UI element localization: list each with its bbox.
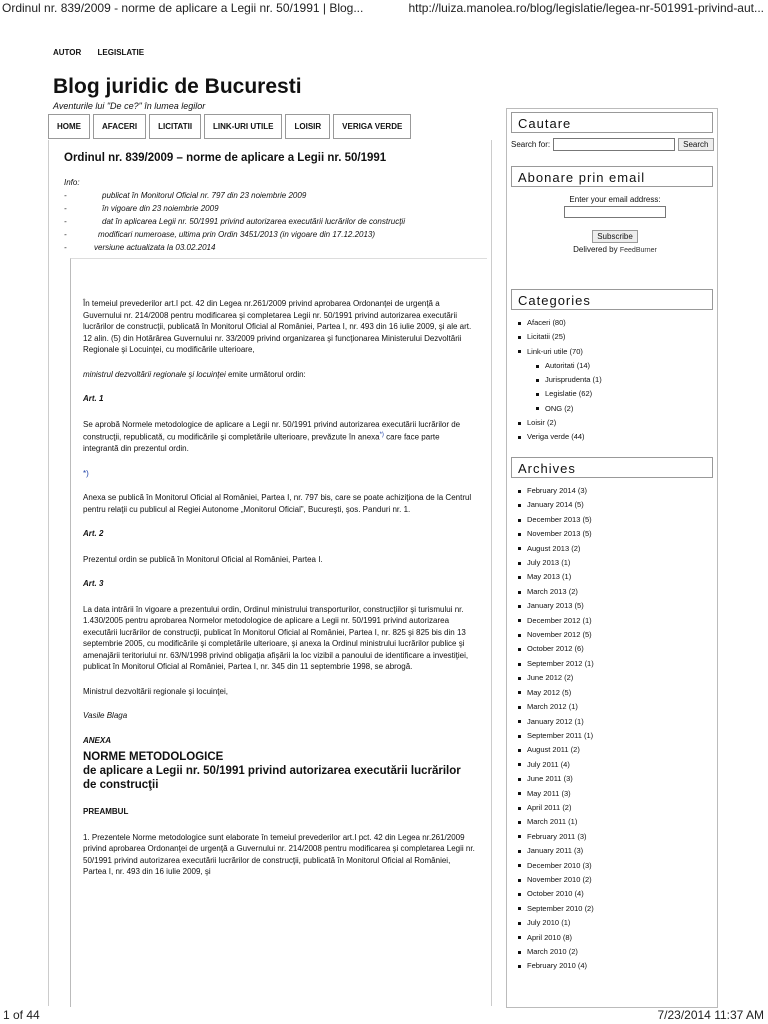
archive-item-count: (2)	[570, 745, 580, 755]
menu-afaceri[interactable]: AFACERI	[93, 114, 146, 139]
archive-item-label[interactable]: July 2013	[527, 558, 560, 568]
body-paragraph: 1. Prezentele Norme metodologice sunt elaborate în temeiul prevederilor art.I pct. 42 din Legea nr.261/2009 privind aprobarea Ordonanţei de urgenţă a Guvernului nr. 214/2008 pentru modificarea şi completarea Legii nr. 50/1991 privind autorizarea executării lucrărilor de construcţii, publicată în Monitorul Oficial al României, Partea I, nr. 493 din 16 iulie 2009, şi	[83, 832, 475, 877]
archive-item-count: (2)	[562, 802, 572, 812]
bullet-icon	[518, 951, 521, 954]
main-menu	[48, 114, 414, 139]
info-item: - în vigoare din 23 noiembrie 2009	[64, 204, 219, 213]
category-item[interactable]	[536, 402, 602, 416]
info-item: - publicat în Monitorul Oficial nr. 797 din 23 noiembrie 2009	[64, 191, 307, 200]
archive-item-label[interactable]: December 2013	[527, 514, 581, 524]
bullet-icon	[518, 619, 521, 622]
bullet-icon	[518, 778, 521, 781]
archive-item[interactable]	[518, 542, 594, 556]
category-item-count: (80)	[552, 318, 566, 327]
bullet-icon	[518, 965, 521, 968]
category-item[interactable]	[536, 359, 602, 373]
top-nav-autor[interactable]: AUTOR	[53, 48, 82, 57]
bullet-icon	[518, 634, 521, 637]
print-footer	[0, 1006, 768, 1024]
archive-item[interactable]	[518, 556, 594, 570]
bullet-icon	[536, 365, 539, 368]
archive-item-label[interactable]: May 2012	[527, 687, 560, 697]
bullet-icon	[518, 763, 521, 766]
archive-item[interactable]	[518, 801, 594, 815]
archive-item-label[interactable]: January 2011	[527, 846, 572, 856]
archive-item[interactable]	[518, 628, 594, 642]
archive-item[interactable]	[518, 484, 594, 498]
menu-link-uri-utile[interactable]: LINK-URI UTILE	[204, 114, 282, 139]
feedburner-link[interactable]: FeedBurner	[619, 247, 657, 254]
archive-item-label[interactable]: June 2011	[527, 774, 562, 784]
bullet-icon	[518, 591, 521, 594]
category-item-label[interactable]: Jurisprudenta	[545, 375, 591, 385]
bullet-icon	[518, 436, 521, 439]
bullet-icon	[518, 821, 521, 824]
bullet-icon	[518, 850, 521, 853]
archive-item-label[interactable]: February 2010	[527, 961, 576, 971]
bullet-icon	[536, 407, 539, 410]
category-item[interactable]	[518, 430, 602, 444]
archive-item-count: (3)	[574, 846, 584, 856]
bullet-icon	[518, 336, 521, 339]
archive-item-label[interactable]: March 2013	[527, 586, 567, 596]
archive-item-label[interactable]: October 2010	[527, 889, 573, 899]
archive-item-label[interactable]: May 2011	[527, 788, 560, 798]
search-input[interactable]	[553, 138, 675, 151]
archive-item-count: (6)	[574, 644, 584, 654]
archive-item-label[interactable]: January 2012	[527, 716, 573, 726]
body-paragraph: Se aprobă Normele metodologice de aplicare a Legii nr. 50/1991 privind autorizarea executării lucrărilor de construcţii, republicată, cu modificările şi completările ulterioare, prevăzute în anexa*) care face parte integrantă din prezentul ordin.	[83, 419, 461, 454]
bullet-icon	[518, 677, 521, 680]
archive-item-count: (1)	[584, 658, 594, 668]
archive-item-label[interactable]: November 2012	[527, 630, 581, 640]
bullet-icon	[518, 422, 521, 425]
search-widget-title: Cautare	[511, 112, 713, 133]
archive-item-count: (2)	[568, 586, 578, 596]
category-item-count: (2)	[547, 418, 557, 428]
archive-item[interactable]	[518, 844, 594, 858]
info-item: - modificari numeroase, ultima prin Ordin 3451/2013 (in vigoare din 17.12.2013)	[64, 230, 376, 239]
archive-item[interactable]	[518, 902, 594, 916]
post-title[interactable]: Ordinul nr. 839/2009 – norme de aplicare a Legii nr. 50/1991	[64, 152, 387, 164]
bullet-icon	[518, 922, 521, 925]
archive-item[interactable]	[518, 686, 594, 700]
category-item[interactable]	[518, 416, 602, 430]
archive-item-label[interactable]: March 2011	[527, 817, 567, 827]
bullet-icon	[518, 663, 521, 666]
category-item-label[interactable]: Link-uri utile	[527, 346, 568, 356]
archive-item-label[interactable]: February 2014	[527, 486, 576, 495]
archive-item[interactable]	[518, 916, 594, 930]
bullet-icon	[518, 893, 521, 896]
archive-item-count: (8)	[562, 932, 573, 942]
archive-item-count: (3)	[577, 486, 588, 495]
archive-item-label[interactable]: November 2010	[527, 874, 581, 884]
footnote-marker: *)	[379, 432, 384, 438]
print-header	[0, 0, 768, 18]
archive-item-count: (2)	[568, 947, 578, 956]
archive-item[interactable]	[518, 614, 594, 628]
archive-item[interactable]	[518, 887, 594, 901]
archive-item[interactable]	[518, 585, 594, 599]
archive-item-count: (1)	[561, 558, 571, 568]
body-paragraph: Anexa se publică în Monitorul Oficial al României, Partea I, nr. 797 bis, care se poate achiziţiona de la Centrul pentru relaţii cu publicul al Regiei Autonome „Monitorul Oficial”, Bucureşti, şos. Panduri nr. 1.	[83, 493, 472, 514]
archive-item[interactable]	[518, 729, 594, 743]
archive-item[interactable]	[518, 513, 594, 527]
bullet-icon	[518, 533, 521, 536]
annex-title: NORME METODOLOGICE	[83, 751, 224, 764]
archive-item[interactable]	[518, 787, 594, 801]
search-form	[511, 138, 714, 151]
archive-item-label[interactable]: October 2012	[527, 644, 573, 654]
bullet-icon	[518, 490, 521, 493]
archive-item-count: (5)	[574, 601, 584, 611]
blog-title[interactable]: Blog juridic de Bucuresti	[53, 75, 302, 98]
archive-item-count: (5)	[562, 687, 572, 697]
archive-item-count: (1)	[568, 817, 578, 827]
archive-item[interactable]	[518, 570, 594, 584]
archive-item-label[interactable]: January 2013	[527, 601, 573, 611]
article-heading: Art. 3	[83, 579, 104, 589]
info-label: Info:	[64, 178, 80, 187]
archive-item[interactable]	[518, 931, 594, 945]
signatory: Vasile Blaga	[83, 711, 128, 721]
footnote-link[interactable]: *)	[83, 468, 89, 478]
bullet-icon	[518, 547, 521, 550]
print-datetime: 7/23/2014 11:37 AM	[657, 1008, 764, 1022]
body-paragraph: ministrul dezvoltării regionale şi locuinţei emite următorul ordin:	[83, 369, 306, 379]
archive-item[interactable]	[518, 815, 594, 829]
body-paragraph: Ministrul dezvoltării regionale şi locuinţei,	[83, 686, 228, 696]
archive-item-label[interactable]: March 2012	[527, 702, 567, 712]
bullet-icon	[518, 350, 521, 353]
archive-item[interactable]	[518, 772, 594, 786]
bullet-icon	[518, 936, 521, 939]
archive-item[interactable]	[518, 715, 594, 729]
archives-widget-title: Archives	[511, 457, 713, 478]
archive-item-count: (5)	[582, 529, 592, 539]
bullet-icon	[518, 706, 521, 709]
category-item-label[interactable]: ONG	[545, 403, 563, 413]
archive-item-count: (2)	[582, 874, 592, 884]
bullet-icon	[518, 648, 521, 651]
archive-item-count: (1)	[561, 918, 571, 928]
bullet-icon	[518, 720, 521, 723]
menu-licitatii[interactable]: LICITATII	[149, 114, 201, 139]
bullet-icon	[518, 749, 521, 752]
category-item-label[interactable]: Loisir	[527, 418, 545, 428]
archive-item-count: (1)	[582, 615, 592, 625]
bullet-icon	[518, 835, 521, 838]
search-button[interactable]: Search	[678, 138, 713, 151]
category-item-count: (25)	[552, 332, 566, 342]
archive-item-label[interactable]: April 2010	[527, 932, 561, 942]
email-label: Enter your email address:	[569, 195, 661, 204]
archive-item-label[interactable]: July 2011	[527, 759, 559, 769]
bullet-icon	[518, 907, 521, 910]
archive-item[interactable]	[518, 959, 594, 973]
blog-tagline: Aventurile lui "De ce?" în lumea legilor	[53, 101, 206, 111]
email-widget-title: Abonare prin email	[511, 166, 713, 187]
archive-item-label[interactable]: April 2011	[527, 802, 561, 812]
category-item[interactable]	[536, 387, 602, 401]
category-item-label[interactable]: Autoritati	[545, 360, 575, 370]
annex-subtitle: de aplicare a Legii nr. 50/1991 privind autorizarea executării lucrărilor de construcţii	[83, 765, 461, 792]
archive-item-label[interactable]: December 2012	[527, 615, 581, 625]
post-info	[64, 176, 405, 254]
bullet-icon	[518, 322, 521, 325]
search-label: Search for:	[511, 140, 551, 149]
article-heading: Art. 1	[83, 394, 104, 403]
archive-item[interactable]	[518, 830, 594, 844]
category-item-count: (44)	[571, 432, 585, 442]
print-page-number: 1 of 44	[3, 1008, 40, 1022]
bullet-icon	[518, 504, 521, 507]
print-page-title: Ordinul nr. 839/2009 - norme de aplicare a Legii nr. 50/1991 | Blog...	[2, 1, 364, 15]
archive-item-count: (5)	[582, 514, 592, 524]
menu-loisir[interactable]: LOISIR	[285, 114, 330, 139]
bullet-icon	[536, 393, 539, 396]
archive-item[interactable]	[518, 859, 594, 873]
email-subscribe-form	[560, 195, 670, 254]
menu-home[interactable]: HOME	[48, 114, 90, 139]
bullet-icon	[518, 879, 521, 882]
archive-item-label[interactable]: June 2012	[527, 673, 563, 683]
print-page-url: http://luiza.manolea.ro/blog/legislatie/legea-nr-501991-privind-aut...	[408, 1, 764, 15]
archive-item[interactable]	[518, 700, 594, 714]
archive-item-count: (2)	[571, 543, 581, 553]
archive-item-label[interactable]: July 2010	[527, 918, 560, 928]
category-item-label[interactable]: Licitatii	[527, 332, 550, 342]
archive-item[interactable]	[518, 758, 594, 772]
bullet-icon	[518, 735, 521, 738]
archive-item-count: (3)	[582, 860, 592, 870]
info-item: - versiune actualizata la 03.02.2014	[64, 243, 216, 252]
archive-item-label[interactable]: March 2010	[527, 947, 567, 956]
archive-item-label[interactable]: December 2010	[527, 860, 581, 870]
preamble-heading: PREAMBUL	[83, 807, 129, 817]
archive-item-count: (4)	[574, 889, 584, 899]
bullet-icon	[518, 792, 521, 795]
top-nav	[53, 48, 158, 57]
delivered-by: Delivered by FeedBurner	[573, 245, 657, 254]
archive-item-count: (4)	[560, 759, 570, 769]
bullet-icon	[518, 691, 521, 694]
archive-item-label[interactable]: January 2014	[527, 500, 573, 510]
archive-item-label[interactable]: September 2011	[527, 730, 582, 740]
archive-item-count: (3)	[561, 788, 571, 798]
categories-widget-title: Categories	[511, 289, 713, 310]
bullet-icon	[518, 519, 521, 522]
bullet-icon	[518, 864, 521, 867]
category-item[interactable]	[518, 330, 602, 344]
categories-list	[518, 316, 602, 445]
bullet-icon	[536, 379, 539, 382]
archive-item-count: (1)	[568, 702, 578, 712]
annex-label: ANEXA	[83, 735, 112, 745]
archive-item-count: (4)	[577, 961, 588, 971]
email-input[interactable]	[564, 206, 666, 218]
archive-item[interactable]	[518, 498, 594, 512]
archive-item-count: (1)	[574, 716, 584, 726]
category-item-label[interactable]: Afaceri	[527, 318, 551, 327]
archive-item-label[interactable]: September 2010	[527, 903, 583, 913]
bullet-icon	[518, 562, 521, 565]
info-item: - dat în aplicarea Legii nr. 50/1991 privind autorizarea executării lucrărilor de construcţii	[64, 217, 405, 226]
body-paragraph: La data intrării în vigoare a prezentului ordin, Ordinul ministrului transporturilor, construcţiilor şi turismului nr. 1.430/2005 pentru aprobarea Normelor metodologice de aplicare a Legii nr. 50/1991 privind autorizarea executării lucrărilor de construcţii, publicat în Monitorul Oficial al României, Partea I, nr. 825 şi 825 bis din 13 septembrie 2005, cu modificările şi completările ulterioare, şi anexa la Ordinul ministrului lucrărilor publice şi amenajării teritoriului nr. 63/N/1998 privind obligaţia afişării la loc vizibil a panoului de identificare a investiţiei, publicat în Monitorul Oficial al României, Partea I, nr. 345 din 11 septembrie 1998, se abrogă.	[83, 604, 469, 672]
bullet-icon	[518, 807, 521, 810]
subscribe-button[interactable]: Subscribe	[592, 230, 638, 243]
category-item-label[interactable]: Legislatie	[545, 389, 577, 399]
archive-item-label[interactable]: November 2013	[527, 529, 581, 539]
category-item-label[interactable]: Veriga verde	[527, 432, 570, 442]
archive-item[interactable]	[518, 527, 594, 541]
archive-item-count: (2)	[584, 903, 594, 913]
archive-item-count: (5)	[582, 630, 592, 640]
archive-item-label[interactable]: February 2011	[527, 831, 576, 841]
category-item[interactable]	[518, 316, 602, 330]
archive-item-count: (3)	[563, 774, 573, 784]
archive-item[interactable]	[518, 671, 594, 685]
archive-item-count: (2)	[564, 673, 574, 683]
archive-item-label[interactable]: August 2013	[527, 543, 570, 553]
category-item-count: (1)	[592, 375, 602, 385]
post-body	[83, 298, 475, 891]
category-item[interactable]	[536, 373, 602, 387]
category-item-count: (62)	[578, 389, 593, 399]
archives-list	[518, 484, 594, 974]
bullet-icon	[518, 576, 521, 579]
body-paragraph: Prezentul ordin se publică în Monitorul Oficial al României, Partea I.	[83, 554, 323, 564]
menu-veriga-verde[interactable]: VERIGA VERDE	[333, 114, 411, 139]
archive-item-label[interactable]: August 2011	[527, 745, 569, 755]
category-item[interactable]	[518, 345, 602, 359]
archive-item-count: (3)	[577, 831, 587, 841]
archive-item[interactable]	[518, 657, 594, 671]
archive-item[interactable]	[518, 873, 594, 887]
archive-item-label[interactable]: May 2013	[527, 572, 560, 582]
archive-item[interactable]	[518, 743, 594, 757]
category-item-count: (70)	[569, 346, 583, 356]
archive-item[interactable]	[518, 945, 594, 959]
archive-item-count: (1)	[584, 730, 594, 740]
category-item-count: (2)	[564, 403, 574, 413]
article-heading: Art. 2	[83, 529, 104, 539]
archive-item-label[interactable]: September 2012	[527, 658, 583, 668]
bullet-icon	[518, 605, 521, 608]
archive-item[interactable]	[518, 642, 594, 656]
body-paragraph: În temeiul prevederilor art.I pct. 42 din Legea nr.261/2009 privind aprobarea Ordonanţei de urgenţă a Guvernului nr. 214/2008 pentru modificarea şi completarea Legii nr. 50/1991 privind autorizarea executării lucrărilor de construcţii, publicată în Monitorul Oficial al României, Partea I, nr. 493 din 16 iulie 2009, şi ale art. 12 alin. (5) din Hotărârea Guvernului nr. 33/2009 privind organizarea şi funcţionarea Ministerului Dezvoltării Regionale şi Locuinţei, cu modificările ulterioare,	[83, 299, 472, 354]
archive-item-count: (1)	[562, 572, 572, 582]
archive-item-count: (5)	[574, 500, 584, 510]
archive-item[interactable]	[518, 599, 594, 613]
top-nav-legislatie[interactable]: LEGISLATIE	[97, 48, 145, 57]
category-item-count: (14)	[576, 360, 591, 370]
